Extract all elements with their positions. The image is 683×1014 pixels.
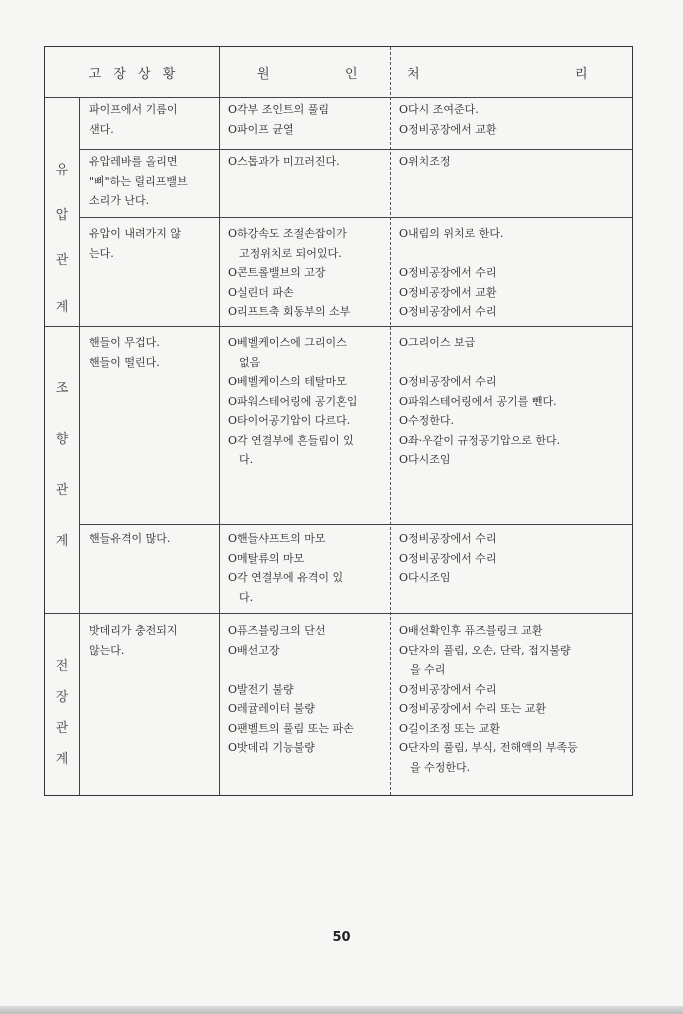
- symptom-line: 는다.: [89, 246, 114, 260]
- action-line: O다시조임: [399, 571, 451, 584]
- symptom-line: 핸들유격이 많다.: [89, 532, 171, 545]
- cause-cell: [228, 621, 388, 758]
- category-char: 압: [55, 208, 69, 223]
- section-rule: [45, 613, 632, 614]
- action-line: [399, 244, 631, 264]
- action-line: O정비공장에서 수리: [399, 305, 497, 318]
- symptom-cell: [89, 224, 214, 263]
- cause-line: O메탈류의 마모: [228, 551, 305, 565]
- cause-line: 없음: [239, 355, 261, 369]
- action-line: O정비공장에서 수리 또는 교환: [399, 702, 547, 715]
- symptom-cell: [89, 621, 214, 660]
- cause-line: O스톱과가 미끄러진다.: [228, 155, 340, 168]
- cause-line: 다.: [239, 453, 254, 466]
- action-line: O단자의 풀림, 부식, 전해액의 부족등: [399, 741, 578, 754]
- cause-cell: [228, 152, 388, 172]
- symptom-line: 밧데리가 충전되지: [89, 624, 178, 637]
- cause-line: O밧데리 기능불량: [228, 741, 315, 754]
- action-cell: [399, 529, 631, 588]
- category-hydraulic: [45, 151, 79, 315]
- action-line: O정비공장에서 수리: [399, 375, 497, 388]
- action-line: 을 수리: [410, 663, 446, 676]
- action-cell: [399, 621, 631, 777]
- cause-line: 다.: [239, 590, 254, 604]
- action-line: O좌·우같이 규정공기압으로 한다.: [399, 433, 561, 447]
- category-char: 관: [55, 253, 69, 268]
- row-rule: [79, 149, 632, 150]
- cause-line: O콘트롤밸브의 고장: [228, 266, 326, 279]
- category-char: 계: [55, 752, 69, 767]
- cause-cell: [228, 224, 388, 322]
- action-line: O내림의 위치로 한다.: [399, 227, 504, 240]
- cause-line: O각 연결부에 유격이 있: [228, 571, 344, 584]
- category-char: 관: [55, 483, 69, 498]
- cause-line: O실린더 파손: [228, 285, 294, 299]
- cause-line: O파이프 균열: [228, 122, 294, 136]
- action-line: O그리이스 보급: [399, 336, 476, 349]
- action-line: 을 수정한다.: [410, 760, 471, 774]
- symptom-line: 파이프에서 기름이: [89, 103, 178, 116]
- cause-line: O파워스테어링에 공기혼입: [228, 394, 358, 408]
- action-line: [399, 353, 631, 373]
- header-action-left: 처: [407, 66, 420, 82]
- symptom-line: 않는다.: [89, 643, 125, 657]
- symptom-line: 핸들이 떨린다.: [89, 355, 160, 369]
- page-number: 50: [332, 930, 351, 945]
- cause-line: O발전기 불량: [228, 682, 294, 696]
- action-line: O정비공장에서 수리: [399, 266, 497, 279]
- cause-line: O베벨케이스에 그리이스: [228, 336, 347, 349]
- action-line: O배선확인후 퓨즈블링크 교환: [399, 624, 543, 637]
- category-char: 관: [55, 721, 69, 736]
- cause-line: O각 연결부에 흔들림이 있: [228, 433, 354, 447]
- category-char: 계: [55, 534, 69, 549]
- symptom-cell: [89, 152, 214, 211]
- category-char: 향: [55, 432, 69, 447]
- cause-cell: [228, 100, 388, 139]
- symptom-line: 유압이 내려가지 않: [89, 227, 182, 240]
- cause-cell: [228, 529, 388, 607]
- action-line: O다시조임: [399, 453, 451, 466]
- action-line: O정비공장에서 교환: [399, 122, 497, 136]
- cause-line: O핸들샤프트의 마모: [228, 532, 326, 545]
- symptom-cell: [89, 333, 214, 372]
- symptom-divider: [219, 47, 220, 795]
- action-line: O수정한다.: [399, 414, 455, 427]
- category-char: 조: [55, 381, 69, 396]
- cause-cell: [228, 333, 388, 470]
- category-char: 계: [55, 300, 69, 315]
- action-line: O정비공장에서 수리: [399, 682, 497, 696]
- cause-line: O각부 조인트의 풀림: [228, 103, 330, 116]
- cause-line: O하강속도 조절손잡이가: [228, 227, 347, 240]
- cause-line: 고정위치로 되어있다.: [239, 246, 342, 260]
- header-action-right: 리: [575, 66, 588, 82]
- category-steering: [45, 377, 79, 549]
- category-char: 전: [55, 659, 69, 674]
- cause-line: O타이어공기압이 다르다.: [228, 414, 351, 427]
- cause-line: O배선고장: [228, 643, 280, 657]
- cause-divider: [390, 47, 391, 795]
- category-divider: [79, 97, 80, 795]
- cause-line: [228, 660, 388, 680]
- action-line: O파워스테어링에서 공기를 뺀다.: [399, 394, 557, 408]
- action-line: O정비공장에서 수리: [399, 551, 497, 565]
- troubleshooting-table: [44, 46, 633, 796]
- symptom-line: "삐"하는 릴리프밸브: [89, 174, 188, 188]
- action-cell: [399, 152, 631, 172]
- symptom-line: 샌다.: [89, 122, 114, 136]
- cause-line: O레귤레이터 불량: [228, 702, 315, 715]
- header-rule: [45, 97, 632, 98]
- action-cell: [399, 333, 631, 470]
- section-rule: [45, 326, 632, 327]
- action-line: O위치조정: [399, 155, 451, 168]
- action-cell: [399, 224, 631, 322]
- scan-edge: [0, 1006, 683, 1014]
- symptom-cell: [89, 100, 214, 139]
- header-symptom: 고 장 상 황: [88, 66, 176, 82]
- category-electrical: [45, 655, 79, 767]
- action-line: O정비공장에서 수리: [399, 532, 497, 545]
- cause-line: O퓨즈블링크의 단선: [228, 624, 326, 637]
- header-cause-left: 원: [257, 66, 270, 82]
- category-char: 장: [55, 690, 69, 705]
- symptom-line: 유압레바를 올리면: [89, 155, 178, 168]
- symptom-line: 핸들이 무겁다.: [89, 336, 160, 349]
- symptom-cell: [89, 529, 214, 549]
- action-line: O다시 조여준다.: [399, 103, 479, 116]
- cause-line: O팬벨트의 풀림 또는 파손: [228, 721, 354, 735]
- row-rule: [79, 524, 632, 525]
- action-cell: [399, 100, 631, 139]
- category-char: 유: [55, 163, 69, 178]
- cause-line: O리프트축 회동부의 소부: [228, 305, 351, 318]
- action-line: O길이조정 또는 교환: [399, 721, 501, 735]
- action-line: O단자의 풀림, 오손, 단락, 접지불량: [399, 643, 571, 657]
- symptom-line: 소리가 난다.: [89, 194, 150, 207]
- header-cause-right: 인: [345, 66, 358, 82]
- row-rule: [79, 217, 632, 218]
- action-line: O정비공장에서 교환: [399, 285, 497, 299]
- cause-line: O베벨케이스의 테탈마모: [228, 375, 347, 388]
